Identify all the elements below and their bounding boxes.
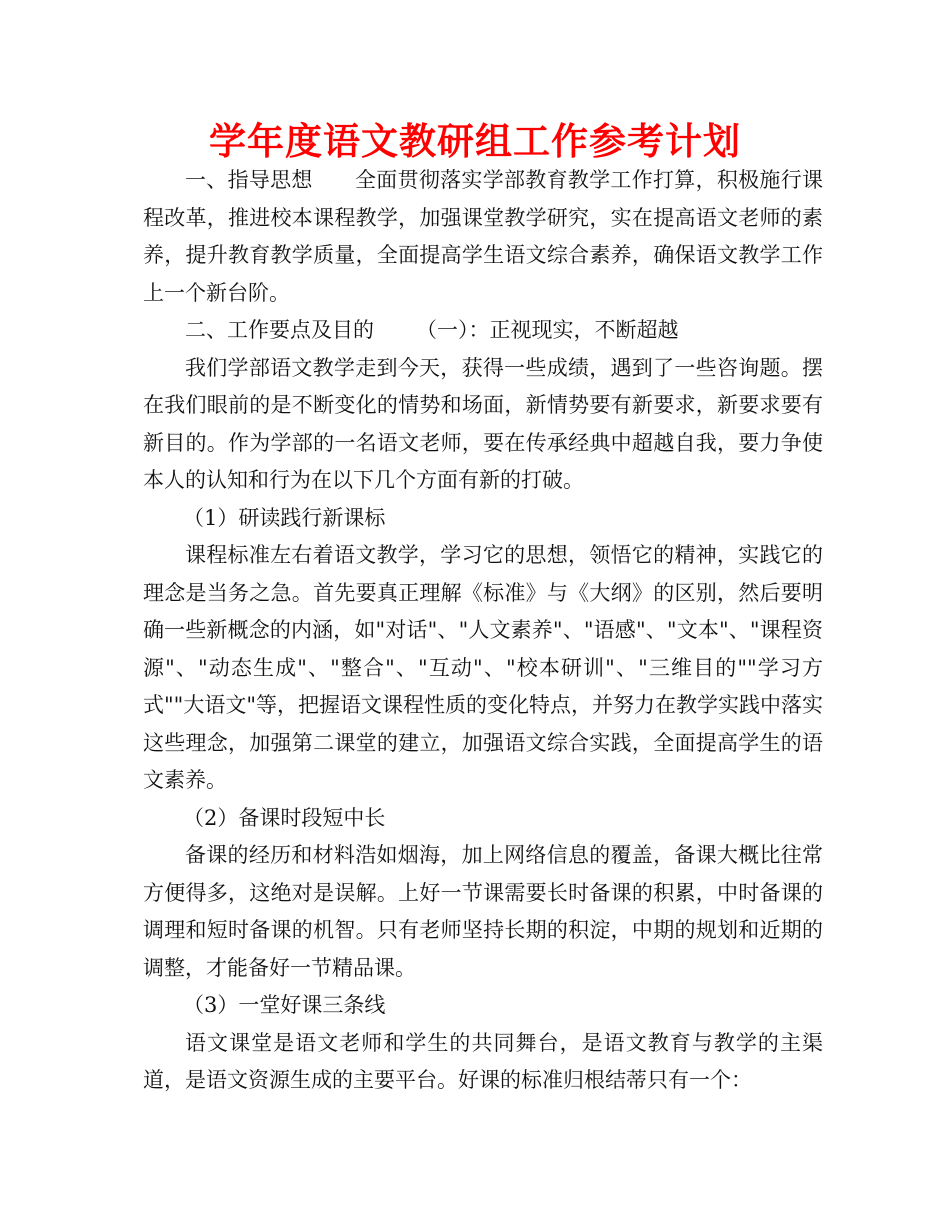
section1-text: 全面贯彻落实学部教育教学工作打算，积极施行课程改革，推进校本课程教学，加强课堂教学研究，实在提高语文老师的素养，提升教育教学质量，全面提高学生语文综合素养，确保语文教学工作上一个新台阶。 <box>143 168 824 305</box>
section1-paragraph <box>143 162 823 312</box>
item1-paragraph: 课程标准左右着语文教学，学习它的思想，领悟它的精神，实践它的理念是当务之急。首先要真正理解《标准》与《大纲》的区别，然后要明确一些新概念的内涵，如"对话"、"人文素养"、"语感"、"文本"、"课程资源"、"动态生成"、"整合"、"互动"、"校本研训"、"三维目的""学习方式""大语文"等，把握语文课程性质的变化特点，并努力在教学实践中落实这些理念，加强第二课堂的建立，加强语文综合实践，全面提高学生的语文素养。 <box>143 543 823 792</box>
document-title: 学年度语文教研组工作参考计划 <box>209 120 741 163</box>
item2-paragraph: 备课的经历和材料浩如烟海，加上网络信息的覆盖，备课大概比往常方便得多，这绝对是误解。上好一节课需要长时备课的积累，中时备课的调理和短时备课的机智。只有老师坚持长期的积淀，中期的规划和近期的调整，才能备好一节精品课。 <box>143 843 823 980</box>
section2-heading-line <box>143 312 823 350</box>
section1-heading: 一、指导思想 <box>185 168 313 192</box>
item2-title: （2）备课时段短中长 <box>183 805 386 830</box>
document-body <box>143 162 823 1100</box>
section2-intro-paragraph: 我们学部语文教学走到今天，获得一些成绩，遇到了一些咨询题。摆在我们眼前的是不断变化的情势和场面，新情势要有新要求，新要求要有新目的。作为学部的一名语文老师，要在传承经典中超越自我，要力争使本人的认知和行为在以下几个方面有新的打破。 <box>143 355 823 492</box>
item1-title: （1）研读践行新课标 <box>183 505 386 530</box>
item3-paragraph: 语文课堂是语文老师和学生的共同舞台，是语文教育与教学的主渠道，是语文资源生成的主要平台。好课的标准归根结蒂只有一个： <box>143 1030 823 1092</box>
section2-subheading: （一）：正视现实，不断超越 <box>416 318 679 342</box>
item3-title: （3）一堂好课三条线 <box>183 993 386 1017</box>
section2-heading: 二、工作要点及目的 <box>185 318 374 342</box>
